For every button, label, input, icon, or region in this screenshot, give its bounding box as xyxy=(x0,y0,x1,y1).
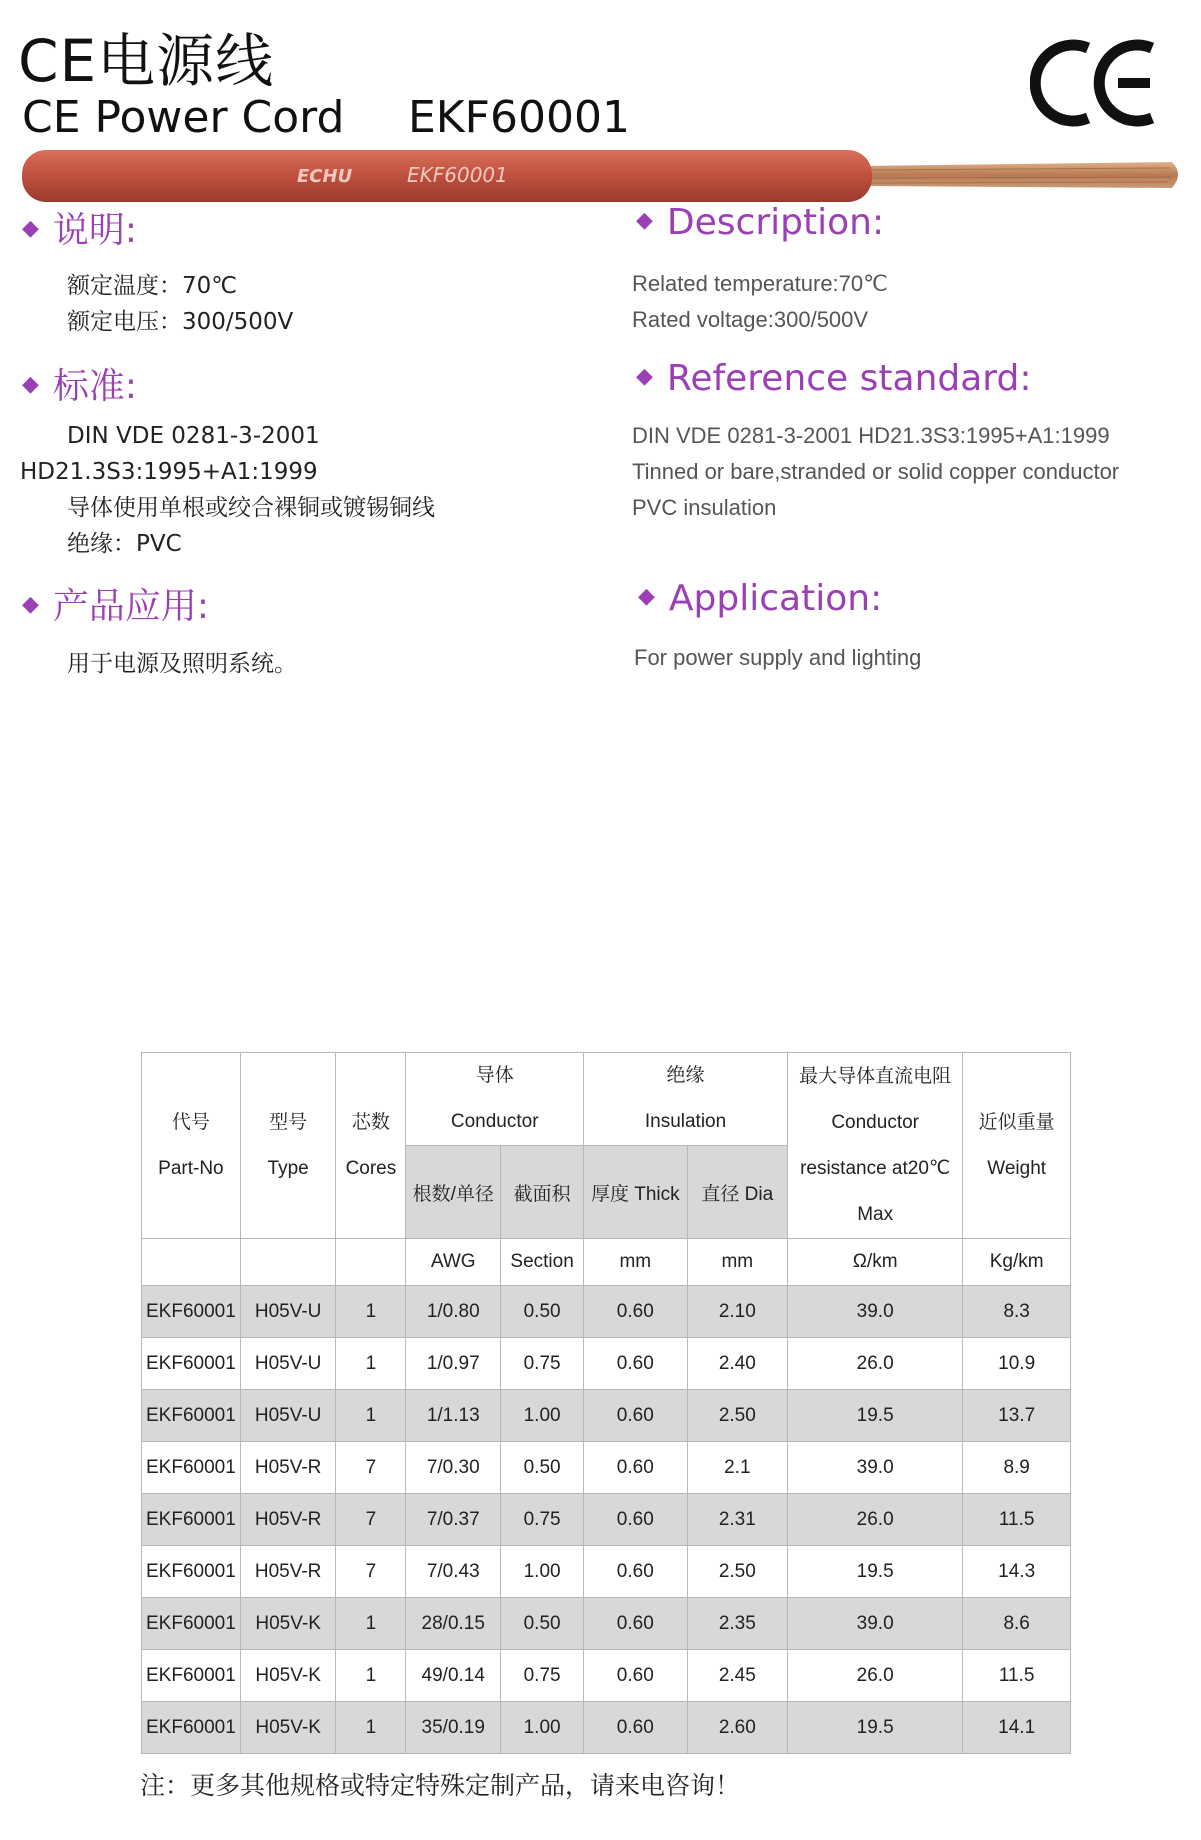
table-cell: EKF60001 xyxy=(142,1338,241,1390)
subheader-dia: 直径 Dia xyxy=(687,1146,787,1239)
spec-table xyxy=(141,1052,1071,1754)
header-insulation: 绝缘 Insulation xyxy=(584,1053,788,1146)
table-cell: EKF60001 xyxy=(142,1286,241,1338)
standard-heading-cn: ◆ 标准: xyxy=(22,366,138,407)
table-cell: 2.31 xyxy=(687,1494,787,1546)
diamond-bullet-icon: ◆ xyxy=(636,207,653,233)
table-cell: 1 xyxy=(336,1702,406,1754)
table-cell: EKF60001 xyxy=(142,1702,241,1754)
table-row xyxy=(142,1390,1071,1442)
header-weight: 近似重量 Weight xyxy=(963,1053,1071,1239)
table-cell: 0.60 xyxy=(584,1650,688,1702)
description-text-cn: 额定温度：70℃ 额定电压：300/500V xyxy=(67,273,294,335)
table-cell: EKF60001 xyxy=(142,1390,241,1442)
table-cell: 0.60 xyxy=(584,1702,688,1754)
model-number: EKF60001 xyxy=(408,92,630,143)
header-conductor: 导体 Conductor xyxy=(406,1053,584,1146)
standard-text-cn: DIN VDE 0281-3-2001 HD21.3S3:1995+A1:1999 导体使用单根或绞合裸铜或镀锡铜线 绝缘：PVC xyxy=(20,423,435,557)
page-title-en: CE Power Cord xyxy=(22,92,345,143)
application-text-cn: 用于电源及照明系统。 xyxy=(67,651,297,677)
table-cell: H05V-R xyxy=(240,1546,336,1598)
table-cell: 0.60 xyxy=(584,1442,688,1494)
table-cell: H05V-R xyxy=(240,1442,336,1494)
table-cell: 0.50 xyxy=(501,1442,584,1494)
application-heading-cn: ◆ 产品应用: xyxy=(22,586,210,627)
table-row xyxy=(142,1598,1071,1650)
table-cell: 35/0.19 xyxy=(406,1702,501,1754)
table-row xyxy=(142,1442,1071,1494)
table-cell: 2.1 xyxy=(687,1442,787,1494)
table-cell: 19.5 xyxy=(788,1390,963,1442)
table-cell: 1/0.80 xyxy=(406,1286,501,1338)
table-cell: 0.50 xyxy=(501,1598,584,1650)
table-cell: 7/0.30 xyxy=(406,1442,501,1494)
table-cell: 1 xyxy=(336,1650,406,1702)
table-row xyxy=(142,1494,1071,1546)
table-row xyxy=(142,1650,1071,1702)
table-cell: 1 xyxy=(336,1390,406,1442)
units-row xyxy=(142,1239,1071,1286)
table-cell: 49/0.14 xyxy=(406,1650,501,1702)
table-cell: H05V-K xyxy=(240,1702,336,1754)
table-cell: 28/0.15 xyxy=(406,1598,501,1650)
standard-text-en: DIN VDE 0281-3-2001 HD21.3S3:1995+A1:1999 Tinned or bare,stranded or solid copper conductor PVC insulation xyxy=(632,423,1120,520)
table-cell: 11.5 xyxy=(963,1494,1071,1546)
table-cell: H05V-U xyxy=(240,1338,336,1390)
table-row xyxy=(142,1702,1071,1754)
table-cell: 1/0.97 xyxy=(406,1338,501,1390)
cable-brand-print: ECHU xyxy=(297,166,353,187)
header-type: 型号 Type xyxy=(240,1053,336,1239)
cable-model-print: EKF60001 xyxy=(407,163,508,187)
standard-heading-en: ◆ Reference standard: xyxy=(636,358,1032,399)
table-cell: 7 xyxy=(336,1494,406,1546)
table-cell: 26.0 xyxy=(788,1338,963,1390)
table-cell: 39.0 xyxy=(788,1598,963,1650)
table-cell: 8.6 xyxy=(963,1598,1071,1650)
table-cell: 7 xyxy=(336,1442,406,1494)
table-cell: 2.50 xyxy=(687,1390,787,1442)
unit-cell: Section xyxy=(501,1239,584,1286)
table-row xyxy=(142,1546,1071,1598)
table-cell: 13.7 xyxy=(963,1390,1071,1442)
table-cell: H05V-K xyxy=(240,1598,336,1650)
diamond-bullet-icon: ◆ xyxy=(22,371,39,397)
table-cell: EKF60001 xyxy=(142,1650,241,1702)
unit-cell: Ω/km xyxy=(788,1239,963,1286)
table-cell: EKF60001 xyxy=(142,1442,241,1494)
header-resistance: 最大导体直流电阻 Conductor resistance at20℃ Max xyxy=(788,1053,963,1239)
unit-cell: Kg/km xyxy=(963,1239,1071,1286)
application-text-en: For power supply and lighting xyxy=(634,645,922,670)
table-cell: 14.1 xyxy=(963,1702,1071,1754)
table-cell: 19.5 xyxy=(788,1702,963,1754)
header-part-no: 代号 Part-No xyxy=(142,1053,241,1239)
table-cell: 2.10 xyxy=(687,1286,787,1338)
table-cell: 10.9 xyxy=(963,1338,1071,1390)
table-cell: 0.75 xyxy=(501,1650,584,1702)
table-cell: 14.3 xyxy=(963,1546,1071,1598)
table-cell: 1 xyxy=(336,1286,406,1338)
table-cell: 0.60 xyxy=(584,1338,688,1390)
table-cell: 7 xyxy=(336,1546,406,1598)
diamond-bullet-icon: ◆ xyxy=(22,591,39,617)
table-cell: 0.50 xyxy=(501,1286,584,1338)
table-cell: 0.60 xyxy=(584,1286,688,1338)
table-cell: 11.5 xyxy=(963,1650,1071,1702)
page-title-cn: CE电源线 xyxy=(18,27,275,95)
table-cell: 26.0 xyxy=(788,1650,963,1702)
table-cell: H05V-R xyxy=(240,1494,336,1546)
table-cell: H05V-U xyxy=(240,1286,336,1338)
diamond-bullet-icon: ◆ xyxy=(22,215,39,241)
subheader-section: 截面积 xyxy=(501,1146,584,1239)
table-cell: 2.35 xyxy=(687,1598,787,1650)
table-cell: 1 xyxy=(336,1598,406,1650)
table-cell: 7/0.43 xyxy=(406,1546,501,1598)
description-heading-cn: ◆ 说明: xyxy=(22,210,138,251)
table-cell: 39.0 xyxy=(788,1286,963,1338)
table-cell: 2.40 xyxy=(687,1338,787,1390)
table-row xyxy=(142,1286,1071,1338)
subheader-thick: 厚度 Thick xyxy=(584,1146,688,1239)
table-cell: 8.3 xyxy=(963,1286,1071,1338)
diamond-bullet-icon: ◆ xyxy=(636,363,653,389)
table-cell: 0.60 xyxy=(584,1390,688,1442)
table-cell: 1.00 xyxy=(501,1390,584,1442)
diamond-bullet-icon: ◆ xyxy=(638,583,655,609)
subheader-strand: 根数/单径 xyxy=(406,1146,501,1239)
unit-cell: AWG xyxy=(406,1239,501,1286)
table-row xyxy=(142,1338,1071,1390)
table-cell: 8.9 xyxy=(963,1442,1071,1494)
table-cell: 26.0 xyxy=(788,1494,963,1546)
table-cell: 39.0 xyxy=(788,1442,963,1494)
table-cell: H05V-U xyxy=(240,1390,336,1442)
table-cell: 1 xyxy=(336,1338,406,1390)
table-cell: 0.75 xyxy=(501,1494,584,1546)
table-cell: 7/0.37 xyxy=(406,1494,501,1546)
table-cell: 0.60 xyxy=(584,1598,688,1650)
unit-cell: mm xyxy=(687,1239,787,1286)
table-cell: 0.75 xyxy=(501,1338,584,1390)
power-cord-image xyxy=(22,150,1182,202)
description-heading-en: ◆ Description: xyxy=(636,202,885,243)
table-cell: 1/1.13 xyxy=(406,1390,501,1442)
header-cores: 芯数 Cores xyxy=(336,1053,406,1239)
table-cell: 2.45 xyxy=(687,1650,787,1702)
table-cell: EKF60001 xyxy=(142,1598,241,1650)
table-cell: 1.00 xyxy=(501,1546,584,1598)
table-cell: 2.50 xyxy=(687,1546,787,1598)
table-cell: EKF60001 xyxy=(142,1494,241,1546)
ce-mark-logo xyxy=(1030,38,1160,128)
unit-cell: mm xyxy=(584,1239,688,1286)
table-cell: 1.00 xyxy=(501,1702,584,1754)
table-cell: 0.60 xyxy=(584,1546,688,1598)
description-text-en: Related temperature:70℃ Rated voltage:300/500V xyxy=(632,271,888,332)
table-cell: 19.5 xyxy=(788,1546,963,1598)
footnote: 注：更多其他规格或特定特殊定制产品，请来电咨询！ xyxy=(140,1771,741,1800)
table-cell: H05V-K xyxy=(240,1650,336,1702)
table-cell: 2.60 xyxy=(687,1702,787,1754)
table-cell: EKF60001 xyxy=(142,1546,241,1598)
application-heading-en: ◆ Application: xyxy=(638,578,883,619)
table-cell: 0.60 xyxy=(584,1494,688,1546)
